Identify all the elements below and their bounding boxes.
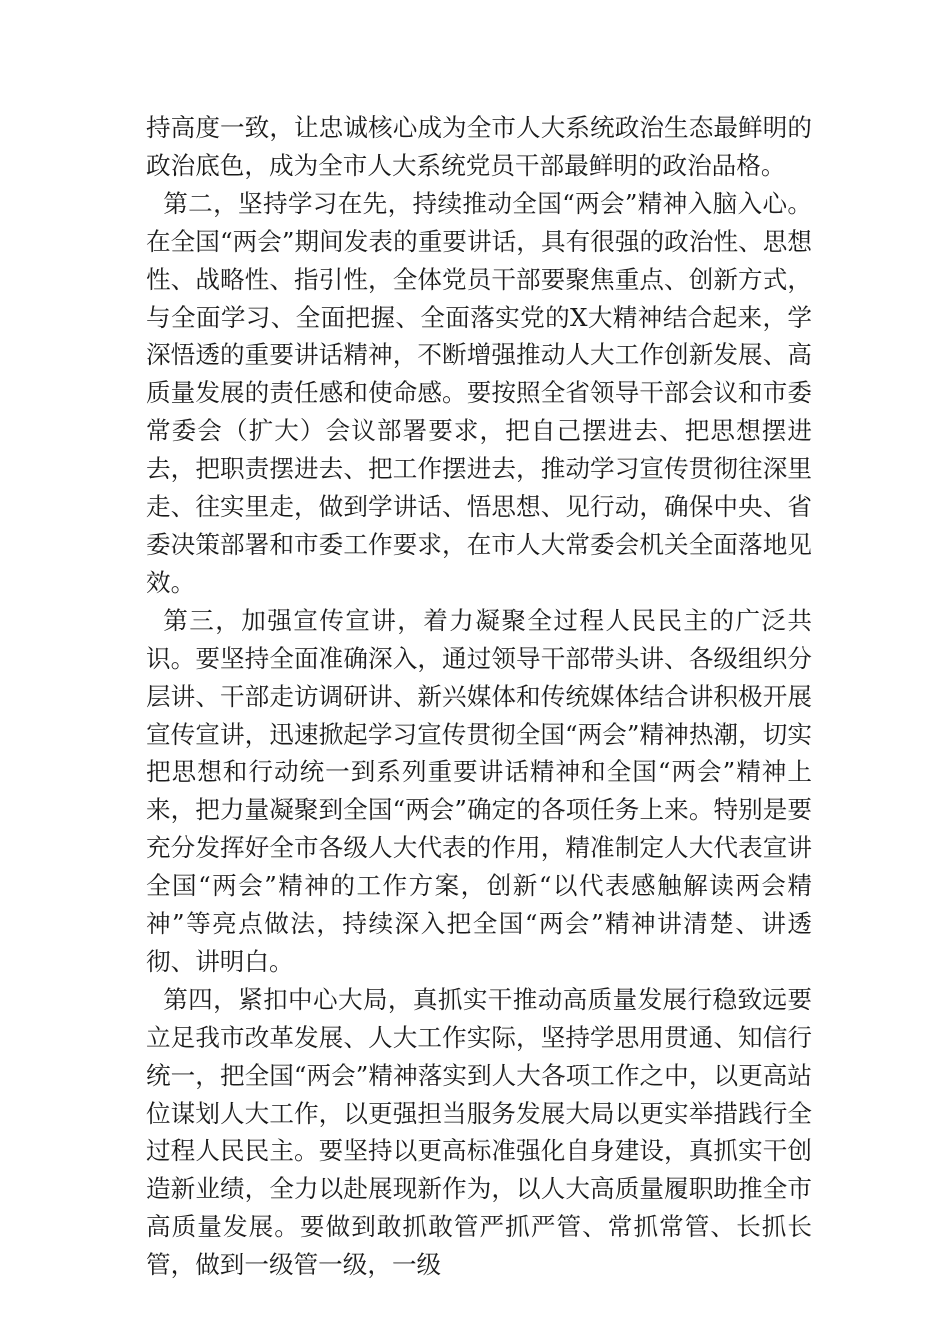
- paragraph-point-three: 第三，加强宣传宣讲，着力凝聚全过程人民民主的广泛共识。要坚持全面准确深入，通过领导干部带头讲、各级组织分层讲、干部走访调研讲、新兴媒体和传统媒体结合讲积极开展宣传宣讲，迅速掀起学习宣传贯彻全国“两会”精神热潮，切实把思想和行动统一到系列重要讲话精神和全国“两会”精神上来，把力量凝聚到全国“两会”确定的各项任务上来。特别是要充分发挥好全市各级人大代表的作用，精准制定人大代表宣讲全国“两会”精神的工作方案，创新“以代表感触解读两会精神”等亮点做法，持续深入把全国“两会”精神讲清楚、讲透彻、讲明白。: [146, 605, 812, 976]
- document-body: [146, 109, 812, 1284]
- paragraph-continuation: 持高度一致，让忠诚核心成为全市人大系统政治生态最鲜明的政治底色，成为全市人大系统党员干部最鲜明的政治品格。: [146, 113, 812, 180]
- paragraph-point-four: 第四，紧扣中心大局，真抓实干推动高质量发展行稳致远要立足我市改革发展、人大工作实际，坚持学思用贯通、知信行统一，把全国“两会”精神落实到人大各项工作之中，以更高站位谋划人大工作，以更强担当服务发展大局以更实举措践行全过程人民民主。要坚持以更高标准强化自身建设，真抓实干创造新业绩，全力以赴展现新作为，以人大高质量履职助推全市高质量发展。要做到敢抓敢管严抓严管、常抓常管、长抓长管，做到一级管一级，一级: [146, 984, 812, 1280]
- paragraph-point-two: 第二，坚持学习在先，持续推动全国“两会”精神入脑入心。在全国“两会”期间发表的重要讲话，具有很强的政治性、思想性、战略性、指引性，全体党员干部要聚焦重点、创新方式，与全面学习、全面把握、全面落实党的X大精神结合起来，学深悟透的重要讲话精神，不断增强推动人大工作创新发展、高质量发展的责任感和使命感。要按照全省领导干部会议和市委常委会（扩大）会议部署要求，把自己摆进去、把思想摆进去，把职责摆进去、把工作摆进去，推动学习宣传贯彻往深里走、往实里走，做到学讲话、悟思想、见行动，确保中央、省委决策部署和市委工作要求，在市人大常委会机关全面落地见效。: [146, 188, 812, 597]
